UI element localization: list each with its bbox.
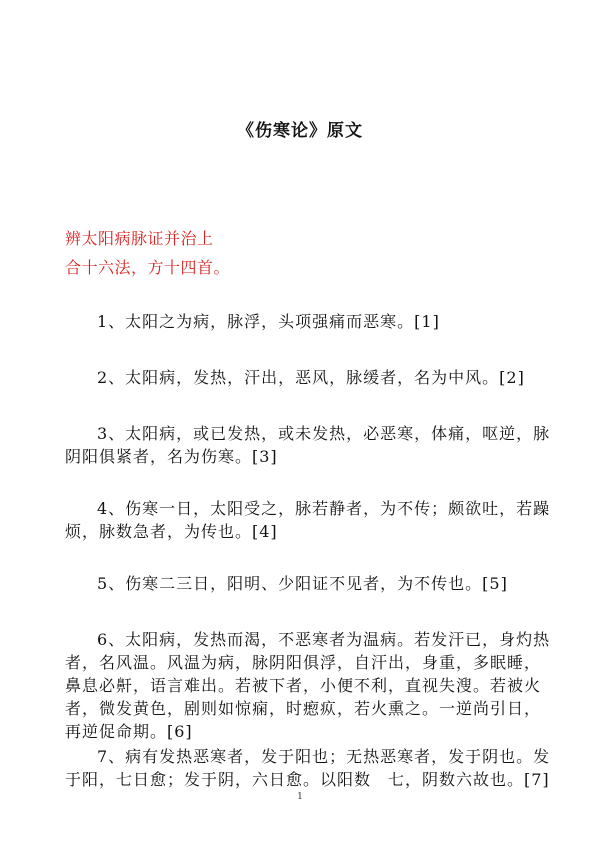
page-title: 《伤寒论》原文 (237, 121, 363, 141)
section-heading: 辨太阳病脉证并治上 (65, 229, 214, 248)
section-subheading: 合十六法，方十四首。 (65, 258, 231, 277)
clause-7: 7、病有发热恶寒者，发于阳也；无热恶寒者，发于阴也。发于阳，七日愈；发于阴，六日愈。以阳数 七，阴数六故也。[7] (65, 747, 551, 789)
clause-3: 3、太阳病，或已发热，或未发热，必恶寒，体痛，呕逆，脉阴阳俱紧者，名为伤寒。[3] (65, 424, 551, 466)
clause-6: 6、太阳病，发热而渴，不恶寒者为温病。若发汗已，身灼热者，名风温。风温为病，脉阴阳俱浮，自汗出，身重，多眠睡，鼻息必鼾，语言难出。若被下者，小便不利，直视失溲。若被火者，微发黄色，剧则如惊痫，时瘛疭，若火熏之。一逆尚引日，再逆促命期。[6] (65, 630, 551, 741)
clause-4: 4、伤寒一日，太阳受之，脉若静者，为不传；颇欲吐，若躁烦，脉数急者，为传也。[4] (65, 499, 551, 541)
clause-5: 5、伤寒二三日，阳明、少阳证不见者，为不传也。[5] (97, 574, 508, 593)
page-number: 1 (297, 792, 303, 802)
clause-2: 2、太阳病，发热，汗出，恶风，脉缓者，名为中风。[2] (97, 368, 525, 387)
clause-1: 1、太阳之为病，脉浮，头项强痛而恶寒。[1] (97, 312, 440, 331)
